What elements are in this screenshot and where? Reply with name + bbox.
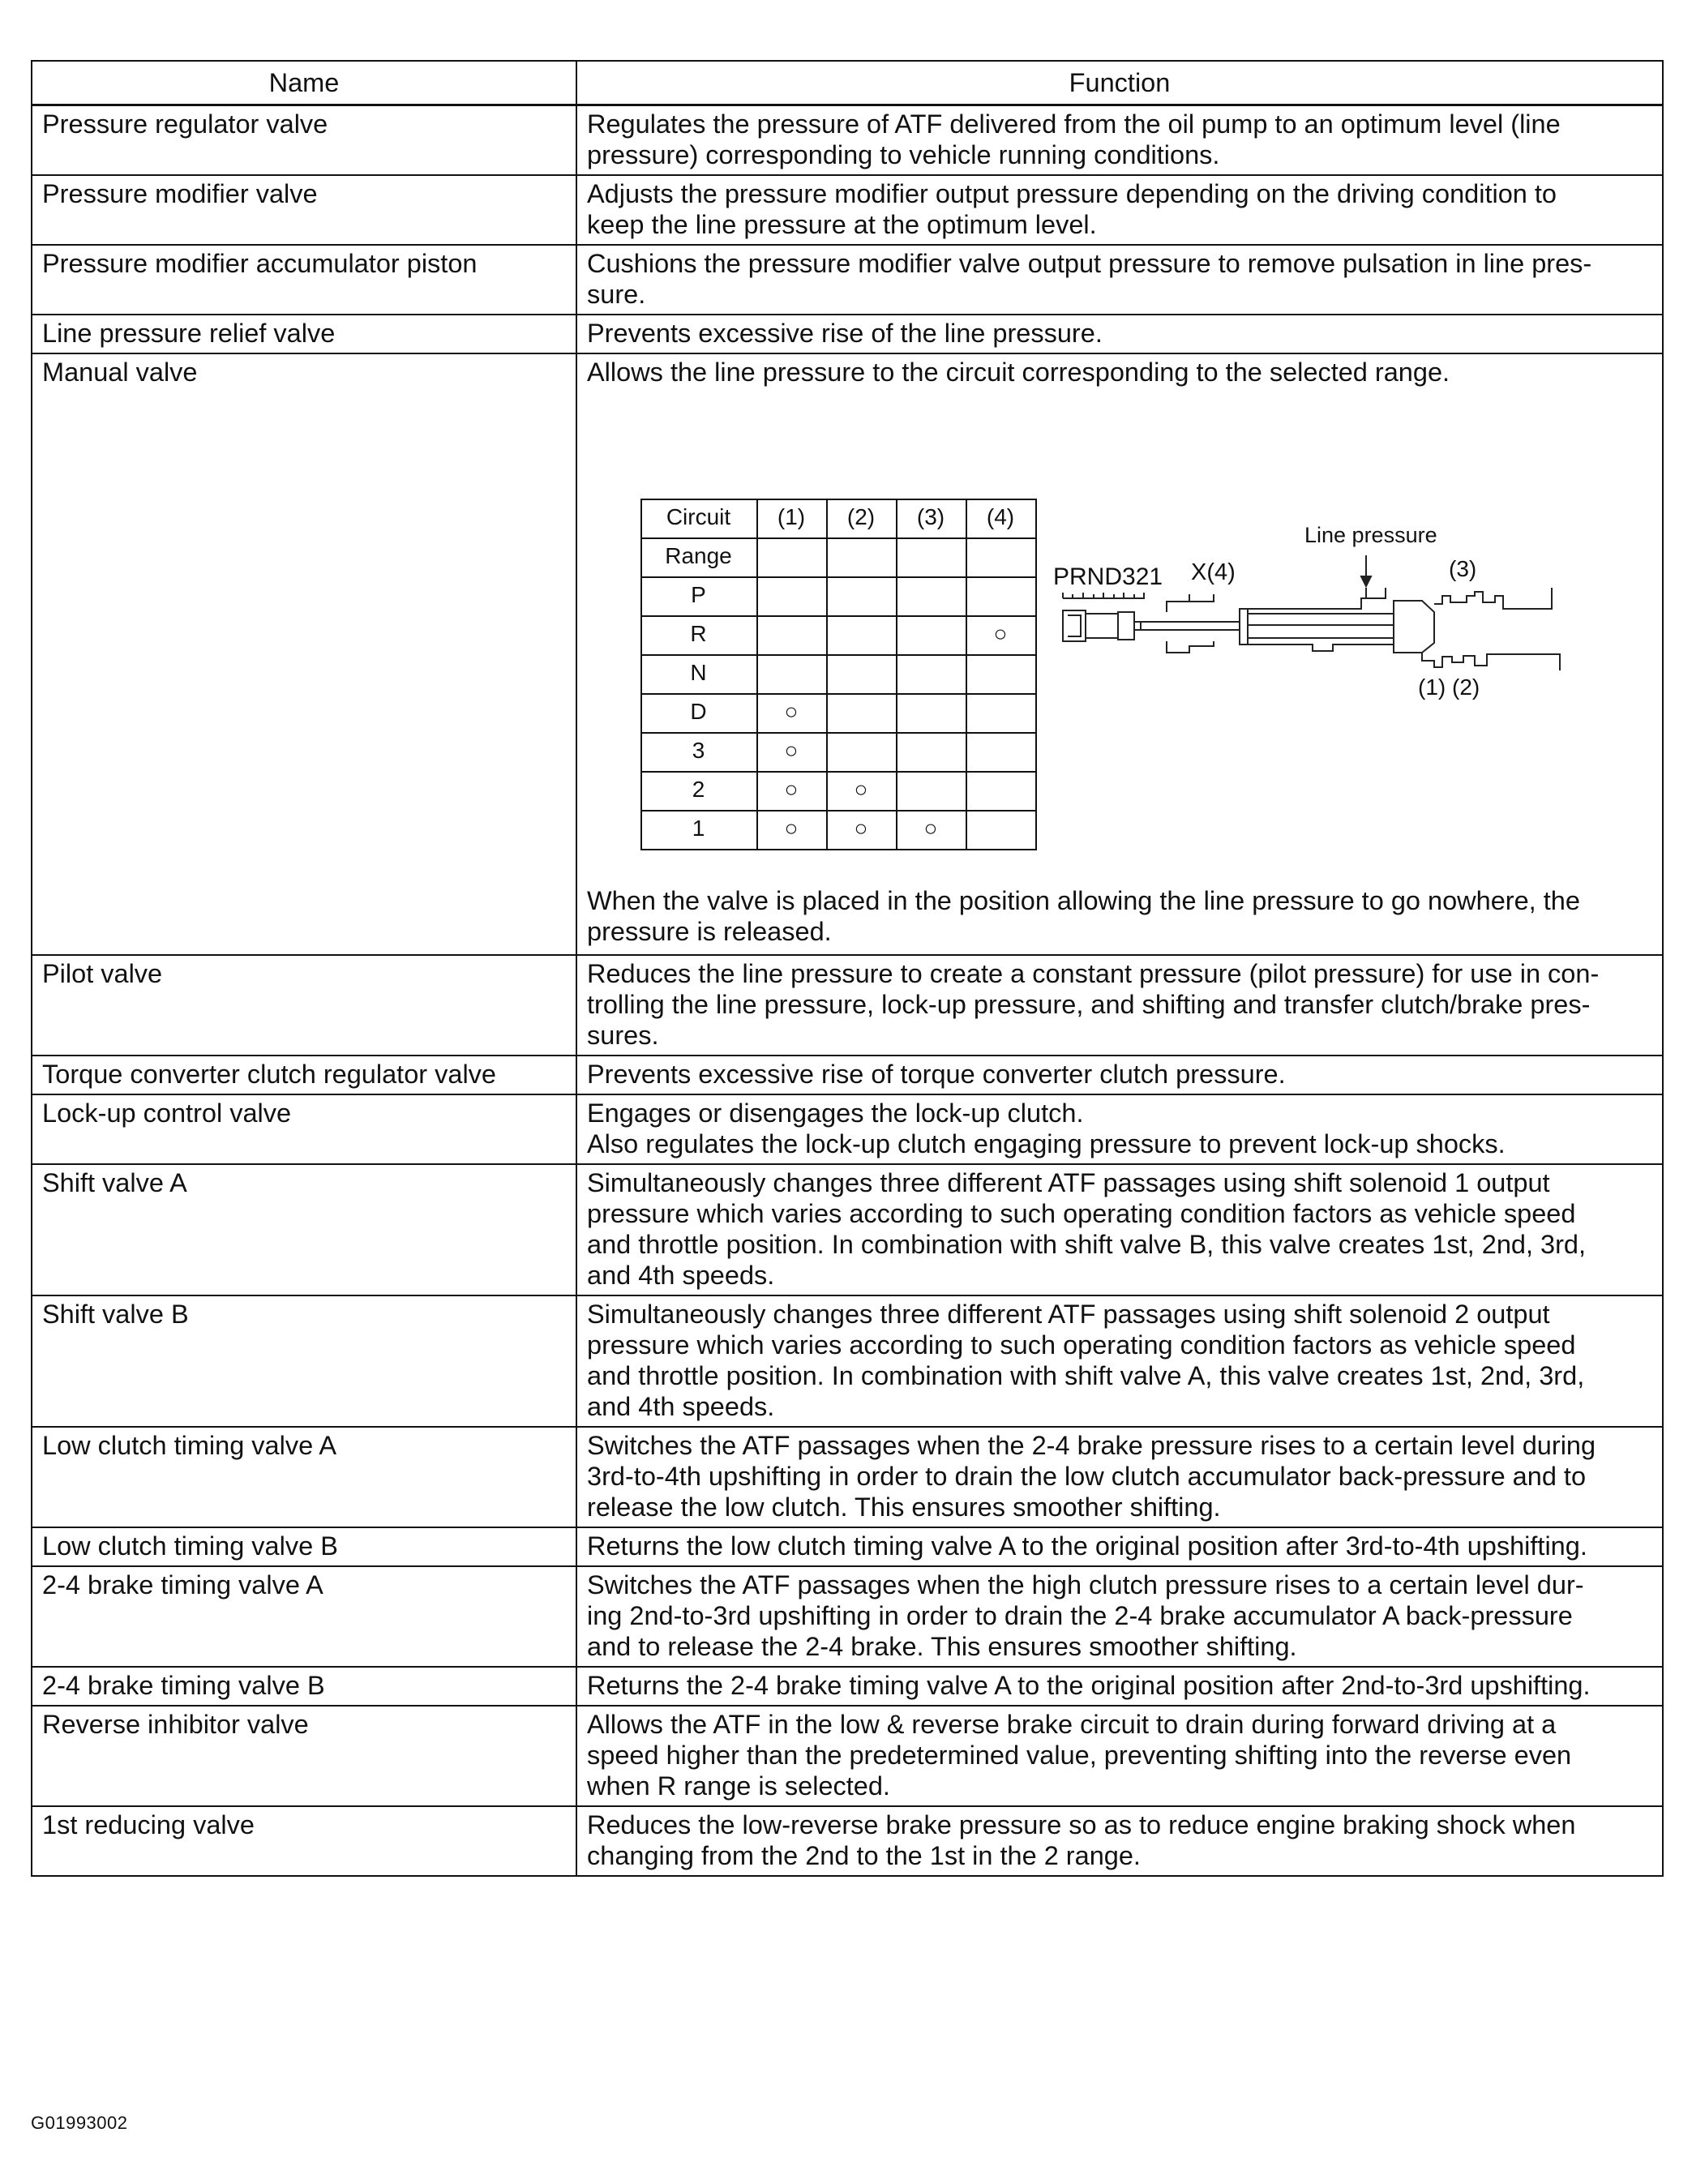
circuit-label: Circuit [641, 499, 757, 538]
table-row [32, 175, 1663, 245]
function-text-line: When the valve is placed in the position allowing the line pressure to go nowhere, the [587, 886, 1580, 915]
valve-name-cell [32, 315, 576, 353]
range-label: Range [641, 538, 757, 577]
valve-name-cell [32, 1566, 576, 1667]
table-row [32, 1295, 1663, 1427]
range-cell [966, 577, 1036, 616]
table-row [32, 1527, 1663, 1566]
valve-name: 1st reducing valve [42, 1810, 255, 1839]
function-text-line: Returns the low clutch timing valve A to the original position after 3rd-to-4th upshifting. [587, 1531, 1587, 1561]
function-text-line: ing 2nd-to-3rd upshifting in order to drain the 2-4 brake accumulator A back-pressure [587, 1601, 1573, 1630]
function-text-line: Allows the line pressure to the circuit corresponding to the selected range. [587, 358, 1450, 387]
valve-name: Manual valve [42, 358, 198, 387]
valve-name-cell [32, 1164, 576, 1295]
function-text-line: and throttle position. In combination with shift valve A, this valve creates 1st, 2nd, 3rd, [587, 1361, 1585, 1390]
table-row [32, 1566, 1663, 1667]
range-cell [757, 538, 827, 577]
valve-name-cell [32, 1667, 576, 1706]
circuit-active-mark: ○ [757, 694, 827, 733]
function-text-line: Switches the ATF passages when the 2-4 brake pressure rises to a certain level during [587, 1431, 1596, 1460]
valve-name-cell [32, 245, 576, 315]
range-cell [827, 577, 897, 616]
circuit-active-mark: ○ [966, 616, 1036, 655]
range-cell [897, 694, 966, 733]
circuit-active-mark: ○ [897, 811, 966, 850]
valve-name: Line pressure relief valve [42, 319, 336, 348]
function-text-line: Simultaneously changes three different ATF passages using shift solenoid 1 output [587, 1168, 1550, 1197]
range-table-header-row [641, 499, 1036, 538]
range-row [641, 772, 1036, 811]
column-header-function: Function [576, 61, 1663, 105]
table-row [32, 353, 1663, 955]
table-row [32, 1667, 1663, 1706]
valve-function-cell [576, 955, 1663, 1056]
function-text-line: Returns the 2-4 brake timing valve A to the original position after 2nd-to-3rd upshifting. [587, 1671, 1591, 1700]
valve-name-cell [32, 1094, 576, 1164]
range-row [641, 616, 1036, 655]
range-cell [966, 811, 1036, 850]
valve-name: Pilot valve [42, 959, 163, 988]
drain-port-label: X(4) [1191, 559, 1236, 585]
table-row [32, 1094, 1663, 1164]
range-cell [827, 694, 897, 733]
function-text-line: speed higher than the predetermined value, preventing shifting into the reverse even [587, 1741, 1572, 1770]
range-cell [827, 655, 897, 694]
valve-function-cell [576, 1706, 1663, 1806]
function-text-line: Prevents excessive rise of torque converter clutch pressure. [587, 1060, 1286, 1089]
range-value: D [641, 694, 757, 733]
valve-function-cell [576, 1427, 1663, 1527]
range-cell [827, 538, 897, 577]
circuit-active-mark: ○ [827, 811, 897, 850]
valve-name-cell [32, 1527, 576, 1566]
table-row [32, 955, 1663, 1056]
range-row [641, 577, 1036, 616]
function-text-line: Reduces the low-reverse brake pressure so as to reduce engine braking shock when [587, 1810, 1576, 1839]
function-text-line: Cushions the pressure modifier valve output pressure to remove pulsation in line pres- [587, 249, 1592, 278]
range-row [641, 694, 1036, 733]
range-row [641, 733, 1036, 772]
valve-function-cell [576, 1094, 1663, 1164]
valve-name-cell [32, 1706, 576, 1806]
valve-name-cell [32, 955, 576, 1056]
range-cell [897, 577, 966, 616]
range-positions-label: PRND321 [1053, 563, 1163, 590]
function-text-line: when R range is selected. [587, 1771, 890, 1801]
function-text-line: pressure is released. [587, 917, 832, 946]
valve-function-cell [576, 1667, 1663, 1706]
circuit-active-mark: ○ [827, 772, 897, 811]
function-text-line: trolling the line pressure, lock-up pressure, and shifting and transfer clutch/brake pres- [587, 990, 1591, 1019]
function-text-line: changing from the 2nd to the 1st in the 2 range. [587, 1841, 1141, 1870]
range-row [641, 811, 1036, 850]
valve-function-cell [576, 1056, 1663, 1094]
circuit-header: (4) [966, 499, 1036, 538]
figure-code: G01993002 [31, 2113, 128, 2133]
range-cell [827, 733, 897, 772]
function-text-line: sures. [587, 1021, 659, 1050]
function-text-line: Engages or disengages the lock-up clutch. [587, 1098, 1084, 1128]
circuit-header: (1) [757, 499, 827, 538]
range-cell [966, 694, 1036, 733]
valve-name-cell [32, 175, 576, 245]
range-value: R [641, 616, 757, 655]
valve-name: 2-4 brake timing valve A [42, 1570, 323, 1599]
valve-name-cell [32, 1806, 576, 1876]
table-row [32, 105, 1663, 176]
range-cell [757, 616, 827, 655]
range-value: 2 [641, 772, 757, 811]
range-cell [757, 655, 827, 694]
circuit-active-mark: ○ [757, 811, 827, 850]
valve-name: Lock-up control valve [42, 1098, 292, 1128]
function-text-line: sure. [587, 280, 646, 309]
function-text-line: Also regulates the lock-up clutch engaging pressure to prevent lock-up shocks. [587, 1129, 1506, 1158]
range-cell [897, 538, 966, 577]
range-value: N [641, 655, 757, 694]
range-cell [966, 772, 1036, 811]
function-text-line: and to release the 2-4 brake. This ensures smoother shifting. [587, 1632, 1297, 1661]
valve-function-cell [576, 353, 1663, 955]
valve-function-cell [576, 1164, 1663, 1295]
valve-function-cell [576, 1806, 1663, 1876]
valve-name: Low clutch timing valve A [42, 1431, 337, 1460]
function-text-line: Prevents excessive rise of the line pressure. [587, 319, 1103, 348]
valve-name: Pressure modifier accumulator piston [42, 249, 478, 278]
valve-name: Pressure modifier valve [42, 179, 318, 208]
valve-name-cell [32, 353, 576, 955]
range-cell [897, 655, 966, 694]
valve-name-cell [32, 105, 576, 176]
manual-valve-content [587, 357, 1651, 950]
circuit-active-mark: ○ [757, 772, 827, 811]
circuit-header: (3) [897, 499, 966, 538]
valve-name: Shift valve A [42, 1168, 187, 1197]
valve-function-cell [576, 175, 1663, 245]
function-text-line: and 4th speeds. [587, 1392, 775, 1421]
function-text-line: keep the line pressure at the optimum level. [587, 210, 1097, 239]
port-3-label: (3) [1449, 556, 1477, 581]
table-header-row [32, 61, 1663, 105]
valve-name: 2-4 brake timing valve B [42, 1671, 325, 1700]
range-value: 1 [641, 811, 757, 850]
circuit-active-mark: ○ [757, 733, 827, 772]
range-circuit-table [640, 499, 1037, 850]
function-text-line: Allows the ATF in the low & reverse brake circuit to drain during forward driving at a [587, 1710, 1557, 1739]
table-row [32, 1164, 1663, 1295]
line-pressure-label: Line pressure [1304, 523, 1437, 547]
function-text-line: pressure) corresponding to vehicle running conditions. [587, 140, 1220, 169]
manual-valve-note [587, 885, 1651, 947]
valve-function-table [31, 60, 1664, 1877]
ports-1-2-label: (1) (2) [1418, 674, 1480, 700]
range-cell [897, 772, 966, 811]
function-text-line: and throttle position. In combination with shift valve B, this valve creates 1st, 2nd, 3rd, [587, 1230, 1587, 1259]
range-cell [966, 655, 1036, 694]
range-cell [897, 733, 966, 772]
valve-name-cell [32, 1427, 576, 1527]
range-label-row [641, 538, 1036, 577]
valve-function-cell [576, 1566, 1663, 1667]
valve-name-cell [32, 1295, 576, 1427]
table-row [32, 315, 1663, 353]
range-cell [966, 733, 1036, 772]
function-text-line: release the low clutch. This ensures smoother shifting. [587, 1492, 1221, 1522]
valve-function-cell [576, 105, 1663, 176]
valve-function-cell [576, 1295, 1663, 1427]
table-row [32, 1806, 1663, 1876]
column-header-name: Name [32, 61, 576, 105]
range-row [641, 655, 1036, 694]
range-cell [966, 538, 1036, 577]
manual-valve-diagram [1053, 523, 1572, 734]
valve-name: Torque converter clutch regulator valve [42, 1060, 497, 1089]
table-row [32, 1056, 1663, 1094]
function-text-line: and 4th speeds. [587, 1261, 775, 1290]
range-cell [757, 577, 827, 616]
range-cell [897, 616, 966, 655]
range-value: P [641, 577, 757, 616]
function-text-line: Simultaneously changes three different ATF passages using shift solenoid 2 output [587, 1300, 1550, 1329]
function-text-line: 3rd-to-4th upshifting in order to drain the low clutch accumulator back-pressure and to [587, 1462, 1587, 1491]
function-text-line: Reduces the line pressure to create a constant pressure (pilot pressure) for use in con- [587, 959, 1600, 988]
valve-name: Shift valve B [42, 1300, 189, 1329]
function-text-line: Switches the ATF passages when the high clutch pressure rises to a certain level dur- [587, 1570, 1584, 1599]
table-row [32, 1427, 1663, 1527]
range-cell [827, 616, 897, 655]
function-text-line: pressure which varies according to such operating condition factors as vehicle speed [587, 1199, 1576, 1228]
function-text-line: Adjusts the pressure modifier output pressure depending on the driving condition to [587, 179, 1557, 208]
table-row [32, 245, 1663, 315]
valve-function-cell [576, 1527, 1663, 1566]
valve-name: Reverse inhibitor valve [42, 1710, 309, 1739]
valve-function-cell [576, 245, 1663, 315]
function-text-line: pressure which varies according to such operating condition factors as vehicle speed [587, 1330, 1576, 1360]
valve-name: Pressure regulator valve [42, 109, 328, 139]
valve-name: Low clutch timing valve B [42, 1531, 338, 1561]
valve-name-cell [32, 1056, 576, 1094]
table-row [32, 1706, 1663, 1806]
circuit-header: (2) [827, 499, 897, 538]
range-value: 3 [641, 733, 757, 772]
valve-function-cell [576, 315, 1663, 353]
function-text-line: Regulates the pressure of ATF delivered from the oil pump to an optimum level (line [587, 109, 1561, 139]
